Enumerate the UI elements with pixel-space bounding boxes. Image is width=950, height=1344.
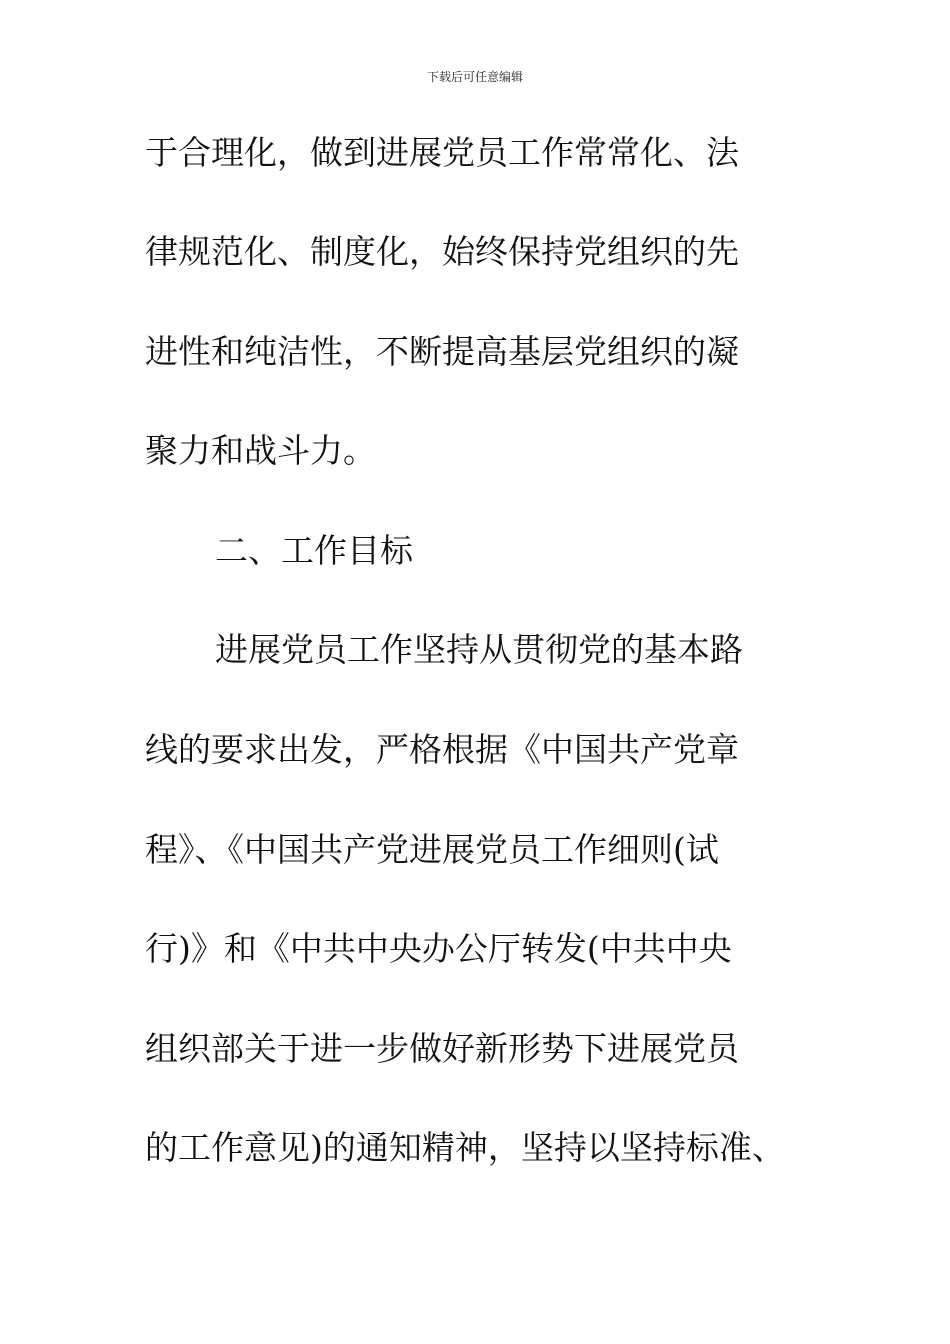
body-line-6: 进展党员工作坚持从贯彻党的基本路: [215, 630, 743, 669]
body-line-10: 组织部关于进一步做好新形势下进展党员: [145, 1029, 739, 1068]
body-line-9: 行)》和《中共中央办公厅转发(中共中央: [145, 929, 732, 968]
body-line-1: 于合理化，做到进展党员工作常常化、法: [145, 133, 739, 172]
body-line-11: 的工作意见)的通知精神，坚持以坚持标准、: [145, 1128, 785, 1167]
body-line-4: 聚力和战斗力。: [145, 431, 376, 470]
body-line-8: 程》、《中国共产党进展党员工作细则(试: [145, 830, 719, 869]
page-header: 下载后可任意编辑: [426, 70, 523, 84]
body-line-7: 线的要求出发，严格根据《中国共产党章: [145, 730, 739, 769]
section-heading: 二、工作目标: [215, 531, 413, 570]
body-line-3: 进性和纯洁性，不断提高基层党组织的凝: [145, 332, 739, 371]
body-line-2: 律规范化、制度化，始终保持党组织的先: [145, 232, 739, 271]
